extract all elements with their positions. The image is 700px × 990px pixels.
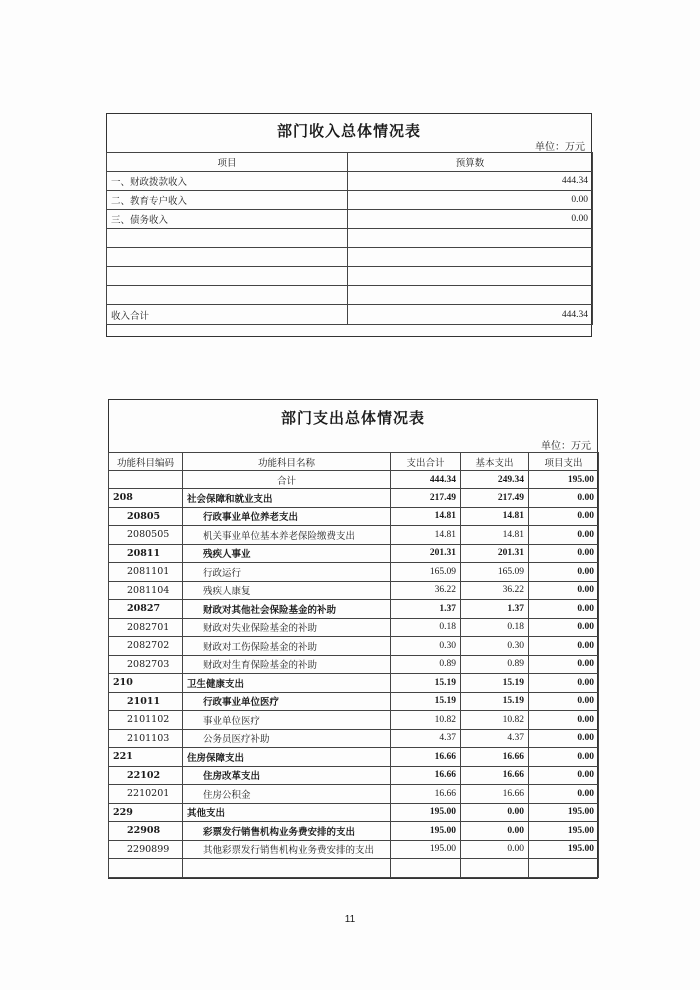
table-header-row [107, 153, 593, 172]
row-name: 机关事业单位基本养老保险缴费支出 [183, 526, 391, 545]
table-row [109, 748, 599, 767]
row-total [391, 859, 461, 878]
row-basic: 0.00 [461, 822, 529, 841]
row-total: 444.34 [391, 471, 461, 489]
row-total: 0.89 [391, 655, 461, 674]
row-project: 195.00 [529, 822, 599, 841]
expense-table-frame [108, 399, 598, 879]
row-code: 22908 [109, 822, 183, 841]
row-code: 2101103 [109, 729, 183, 748]
row-total: 14.81 [391, 526, 461, 545]
row-basic: 1.37 [461, 600, 529, 619]
row-code: 2290899 [109, 840, 183, 859]
row-basic: 0.00 [461, 803, 529, 822]
table-row [109, 507, 599, 526]
table-row [107, 229, 593, 248]
row-total: 195.00 [391, 840, 461, 859]
total-row [107, 305, 593, 325]
table-row [109, 859, 599, 878]
row-project: 0.00 [529, 618, 599, 637]
row-basic: 15.19 [461, 674, 529, 693]
row-code: 2082701 [109, 618, 183, 637]
row-value: 444.34 [348, 172, 593, 191]
row-basic: 0.30 [461, 637, 529, 656]
row-basic: 201.31 [461, 544, 529, 563]
table-row [109, 766, 599, 785]
row-total: 16.66 [391, 766, 461, 785]
table-row [109, 600, 599, 619]
income-unit-label: 单位：万元 [535, 142, 585, 153]
row-name [183, 859, 391, 878]
row-total: 16.66 [391, 785, 461, 804]
row-basic [461, 859, 529, 878]
table-row [109, 785, 599, 804]
row-name: 社会保障和就业支出 [183, 489, 391, 508]
table-row [109, 822, 599, 841]
table-row [109, 692, 599, 711]
table-row [109, 544, 599, 563]
row-name: 残疾人事业 [183, 544, 391, 563]
row-code: 20827 [109, 600, 183, 619]
row-value: 0.00 [348, 210, 593, 229]
row-project: 195.00 [529, 803, 599, 822]
row-label [107, 248, 348, 267]
row-total: 165.09 [391, 563, 461, 582]
table-row [109, 840, 599, 859]
row-name: 其他彩票发行销售机构业务费安排的支出 [183, 840, 391, 859]
row-code: 2080505 [109, 526, 183, 545]
row-label: 三、债务收入 [107, 210, 348, 229]
row-total: 0.18 [391, 618, 461, 637]
row-project: 0.00 [529, 563, 599, 582]
row-project: 0.00 [529, 637, 599, 656]
row-basic: 0.18 [461, 618, 529, 637]
row-name: 公务员医疗补助 [183, 729, 391, 748]
row-value: 0.00 [348, 191, 593, 210]
table-row [107, 210, 593, 229]
row-label [107, 267, 348, 286]
row-code: 2081101 [109, 563, 183, 582]
table-row [109, 674, 599, 693]
row-name: 残疾人康复 [183, 581, 391, 600]
row-value [348, 286, 593, 305]
column-header-name: 功能科目名称 [183, 453, 391, 471]
row-name: 住房保障支出 [183, 748, 391, 767]
row-name: 其他支出 [183, 803, 391, 822]
table-row [109, 711, 599, 730]
row-basic: 36.22 [461, 581, 529, 600]
row-basic: 0.00 [461, 840, 529, 859]
row-name: 住房公积金 [183, 785, 391, 804]
row-project: 195.00 [529, 471, 599, 489]
table-row [107, 172, 593, 191]
table-row [109, 637, 599, 656]
row-project: 0.00 [529, 692, 599, 711]
table-row [109, 618, 599, 637]
expense-table [108, 452, 599, 878]
row-name: 行政运行 [183, 563, 391, 582]
row-project: 0.00 [529, 711, 599, 730]
row-name: 行政事业单位医疗 [183, 692, 391, 711]
table-row [107, 248, 593, 267]
table-row [109, 581, 599, 600]
row-name: 住房改革支出 [183, 766, 391, 785]
column-header-item: 项目 [107, 153, 348, 172]
row-label [107, 286, 348, 305]
table-row [109, 563, 599, 582]
row-total: 14.81 [391, 507, 461, 526]
table-header-row [109, 453, 599, 471]
table-row [109, 526, 599, 545]
total-label: 收入合计 [107, 305, 348, 325]
row-name: 卫生健康支出 [183, 674, 391, 693]
row-code: 20805 [109, 507, 183, 526]
row-project: 0.00 [529, 785, 599, 804]
row-name: 合计 [183, 471, 391, 489]
row-basic: 165.09 [461, 563, 529, 582]
row-total: 36.22 [391, 581, 461, 600]
table-row [109, 803, 599, 822]
row-total: 10.82 [391, 711, 461, 730]
row-code: 2101102 [109, 711, 183, 730]
page-number: 11 [344, 914, 356, 925]
row-project [529, 859, 599, 878]
table-row [109, 655, 599, 674]
table-row [109, 729, 599, 748]
row-name: 行政事业单位养老支出 [183, 507, 391, 526]
row-code: 2082703 [109, 655, 183, 674]
row-basic: 16.66 [461, 785, 529, 804]
row-total: 201.31 [391, 544, 461, 563]
column-header-total: 支出合计 [391, 453, 461, 471]
row-name: 事业单位医疗 [183, 711, 391, 730]
table-row [107, 286, 593, 305]
row-name: 财政对其他社会保险基金的补助 [183, 600, 391, 619]
row-basic: 0.89 [461, 655, 529, 674]
row-code: 22102 [109, 766, 183, 785]
column-header-basic: 基本支出 [461, 453, 529, 471]
row-project: 0.00 [529, 581, 599, 600]
row-name: 彩票发行销售机构业务费安排的支出 [183, 822, 391, 841]
row-project: 0.00 [529, 674, 599, 693]
column-header-project: 项目支出 [529, 453, 599, 471]
row-total: 0.30 [391, 637, 461, 656]
row-label [107, 229, 348, 248]
row-code: 208 [109, 489, 183, 508]
row-value [348, 267, 593, 286]
row-total: 15.19 [391, 674, 461, 693]
income-table [106, 152, 593, 325]
row-code [109, 859, 183, 878]
row-basic: 16.66 [461, 766, 529, 785]
row-project: 0.00 [529, 526, 599, 545]
row-label: 一、财政拨款收入 [107, 172, 348, 191]
row-code: 229 [109, 803, 183, 822]
row-basic: 16.66 [461, 748, 529, 767]
row-name: 财政对生育保险基金的补助 [183, 655, 391, 674]
row-total: 16.66 [391, 748, 461, 767]
row-project: 0.00 [529, 766, 599, 785]
total-value: 444.34 [348, 305, 593, 325]
row-total: 195.00 [391, 803, 461, 822]
row-project: 0.00 [529, 748, 599, 767]
column-header-code: 功能科目编码 [109, 453, 183, 471]
row-project: 0.00 [529, 544, 599, 563]
expense-unit-label: 单位：万元 [541, 441, 591, 452]
row-basic: 10.82 [461, 711, 529, 730]
row-value [348, 229, 593, 248]
row-total: 195.00 [391, 822, 461, 841]
total-row [109, 471, 599, 489]
row-project: 0.00 [529, 729, 599, 748]
row-name: 财政对失业保险基金的补助 [183, 618, 391, 637]
table-row [107, 267, 593, 286]
column-header-budget: 预算数 [348, 153, 593, 172]
row-basic: 14.81 [461, 526, 529, 545]
row-label: 二、教育专户收入 [107, 191, 348, 210]
row-total: 4.37 [391, 729, 461, 748]
row-code: 221 [109, 748, 183, 767]
row-code: 210 [109, 674, 183, 693]
income-table-title: 部门收入总体情况表 [276, 122, 421, 140]
row-total: 217.49 [391, 489, 461, 508]
row-basic: 217.49 [461, 489, 529, 508]
row-project: 0.00 [529, 600, 599, 619]
row-code: 2210201 [109, 785, 183, 804]
row-total: 1.37 [391, 600, 461, 619]
row-basic: 15.19 [461, 692, 529, 711]
row-code: 20811 [109, 544, 183, 563]
income-table-frame [106, 113, 592, 337]
row-code: 21011 [109, 692, 183, 711]
table-row [109, 489, 599, 508]
row-code [109, 471, 183, 489]
row-code: 2081104 [109, 581, 183, 600]
row-project: 0.00 [529, 655, 599, 674]
row-project: 0.00 [529, 507, 599, 526]
table-row [107, 191, 593, 210]
row-value [348, 248, 593, 267]
expense-table-title: 部门支出总体情况表 [280, 409, 425, 427]
row-code: 2082702 [109, 637, 183, 656]
row-basic: 249.34 [461, 471, 529, 489]
row-name: 财政对工伤保险基金的补助 [183, 637, 391, 656]
row-project: 195.00 [529, 840, 599, 859]
row-total: 15.19 [391, 692, 461, 711]
row-basic: 4.37 [461, 729, 529, 748]
row-project: 0.00 [529, 489, 599, 508]
row-basic: 14.81 [461, 507, 529, 526]
